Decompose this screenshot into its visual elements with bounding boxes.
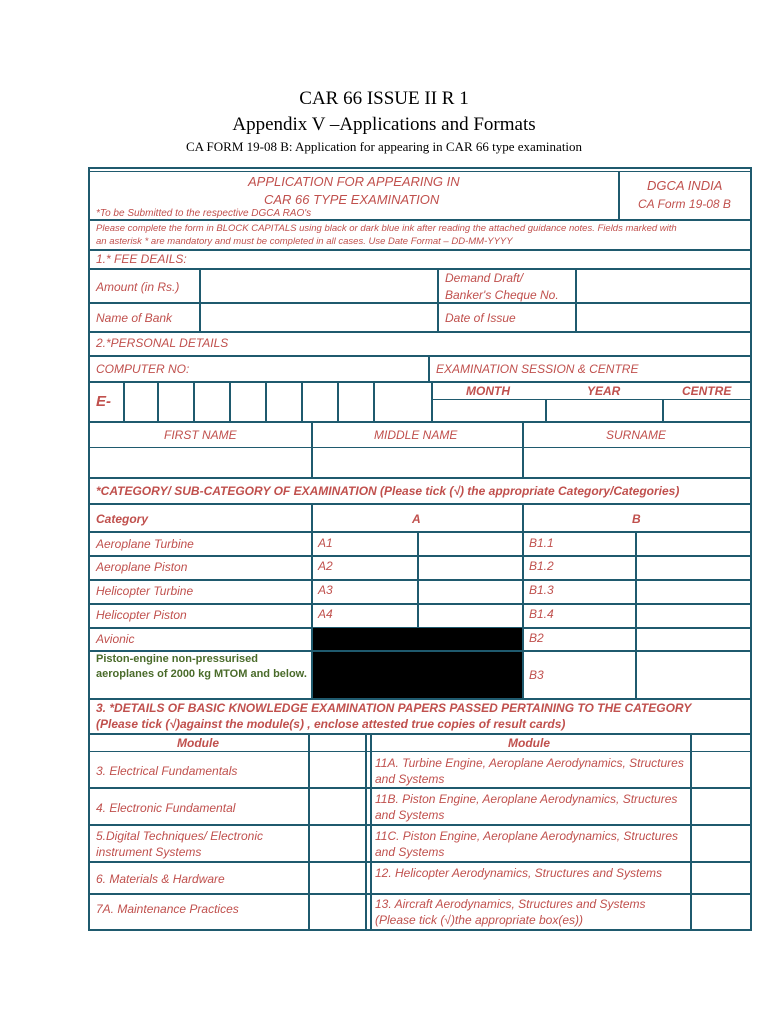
module-tick-box[interactable]: [692, 895, 750, 929]
fee-heading: 1.* FEE DEAILS:: [96, 252, 187, 266]
modules-heading-1: 3. *DETAILS OF BASIC KNOWLEDGE EXAMINATION PAPERS PASSED PERTAINING TO THE CATEGORY: [96, 701, 692, 715]
computer-no-digit-6[interactable]: [303, 383, 337, 421]
module-right-item: 12. Helicopter Aerodynamics, Structures and Systems: [375, 866, 663, 880]
blocked-cell: [313, 628, 522, 650]
category-row-name: Helicopter Turbine: [96, 584, 194, 598]
module-right-item: 11A. Turbine Engine, Aeroplane Aerodynamics, Structures and Systems: [375, 756, 684, 786]
demand-draft-label-1: Demand Draft/: [445, 271, 524, 285]
tick-box-b1-3[interactable]: [637, 581, 750, 603]
category-a-code: A1: [318, 536, 333, 550]
category-row-name: Aeroplane Turbine: [96, 537, 194, 551]
category-a-code: A4: [318, 607, 333, 621]
module-left-item: 5.Digital Techniques/ Electronic instrument Systems: [96, 829, 263, 859]
instructions-line2: an asterisk * are mandatory and must be completed in all cases. Use Date Format – DD-MM-YYYY: [96, 236, 513, 247]
module-tick-box[interactable]: [310, 789, 365, 824]
middle-name-label: MIDDLE NAME: [374, 428, 458, 442]
module-left-item: 6. Materials & Hardware: [96, 872, 225, 886]
tick-box-a1[interactable]: [419, 533, 522, 555]
first-name-field[interactable]: [90, 448, 311, 477]
category-row-name: Avionic: [96, 632, 135, 646]
module-tick-box[interactable]: [310, 863, 365, 893]
computer-no-digit-4[interactable]: [231, 383, 265, 421]
category-b-header: B: [632, 512, 641, 526]
category-b-code: B1.4: [529, 607, 554, 621]
date-of-issue-label: Date of Issue: [445, 311, 516, 325]
year-field[interactable]: [547, 401, 662, 421]
category-b-code: B2: [529, 631, 544, 645]
computer-no-digit-1[interactable]: [125, 383, 157, 421]
category-heading: *CATEGORY/ SUB-CATEGORY OF EXAMINATION (Please tick (√) the appropriate Category/Categories): [96, 484, 680, 498]
module-left-item: 3. Electrical Fundamentals: [96, 764, 238, 778]
computer-no-label: COMPUTER NO:: [96, 362, 190, 376]
submission-note: *To be Submitted to the respective DGCA RAO's: [96, 208, 312, 219]
module-right-item: 13. Aircraft Aerodynamics, Structures and Systems (Please tick (√)the appropriate box(es)): [375, 897, 646, 927]
category-b-code: B1.3: [529, 583, 554, 597]
tick-box-b3[interactable]: [637, 652, 750, 698]
module-right-item: 11B. Piston Engine, Aeroplane Aerodynamics, Structures and Systems: [375, 792, 678, 822]
module-left-item: 7A. Maintenance Practices: [96, 902, 239, 916]
module-tick-box[interactable]: [692, 789, 750, 824]
appendix-title: Appendix V –Applications and Formats: [232, 114, 536, 135]
month-label: MONTH: [466, 384, 510, 398]
computer-no-digit-3[interactable]: [195, 383, 229, 421]
demand-draft-label-2: Banker's Cheque No.: [445, 288, 559, 302]
form-number: CA Form 19-08 B: [638, 197, 731, 211]
tick-box-a3[interactable]: [419, 581, 522, 603]
centre-label: CENTRE: [682, 384, 732, 398]
doc-issue-line: CAR 66 ISSUE II R 1: [299, 88, 469, 109]
form-subtitle: CA FORM 19-08 B: Application for appearing in CAR 66 type examination: [185, 139, 583, 154]
blocked-cell: [313, 652, 522, 698]
year-label: YEAR: [587, 384, 621, 398]
category-a-code: A2: [318, 559, 333, 573]
middle-name-field[interactable]: [313, 448, 522, 477]
modules-heading-2: (Please tick (√)against the module(s) , enclose attested true copies of result cards): [96, 717, 566, 731]
surname-label: SURNAME: [606, 428, 667, 442]
org-name: DGCA INDIA: [647, 178, 723, 193]
personal-heading: 2.*PERSONAL DETAILS: [96, 336, 229, 350]
category-row-name: Piston-engine non-pressurised aeroplanes of 2000 kg MTOM and below.: [96, 653, 307, 680]
category-b-code: B3: [529, 668, 544, 682]
category-col-header: Category: [96, 512, 149, 526]
exam-session-label: EXAMINATION SESSION & CENTRE: [436, 362, 639, 376]
module-tick-box[interactable]: [692, 826, 750, 861]
module-right-item: 11C. Piston Engine, Aeroplane Aerodynamics, Structures and Systems: [375, 829, 679, 859]
tick-box-a2[interactable]: [419, 557, 522, 579]
module-left-item: 4. Electronic Fundamental: [96, 801, 236, 815]
module-tick-box[interactable]: [692, 753, 750, 787]
tick-box-b1-1[interactable]: [637, 533, 750, 555]
category-b-code: B1.2: [529, 559, 554, 573]
centre-field[interactable]: [664, 401, 750, 421]
instructions-line1: Please complete the form in BLOCK CAPITALS using black or dark blue ink after reading the attached guidance notes. Fields marked with: [96, 223, 677, 234]
module-tick-box[interactable]: [310, 753, 365, 787]
surname-field[interactable]: [524, 448, 750, 477]
tick-box-b1-2[interactable]: [637, 557, 750, 579]
form-title-line2: CAR 66 TYPE EXAMINATION: [264, 192, 440, 207]
bank-name-field[interactable]: [201, 304, 437, 331]
category-row-name: Aeroplane Piston: [96, 560, 188, 574]
category-b-code: B1.1: [529, 536, 554, 550]
module-tick-box[interactable]: [310, 895, 365, 929]
module-tick-box[interactable]: [310, 826, 365, 861]
month-field[interactable]: [433, 401, 545, 421]
computer-no-prefix: E-: [96, 393, 111, 410]
first-name-label: FIRST NAME: [164, 428, 237, 442]
form-title-line1: APPLICATION FOR APPEARING IN: [248, 174, 460, 189]
module-left-header: Module: [177, 736, 219, 750]
bank-name-label: Name of Bank: [96, 311, 173, 325]
tick-box-b2[interactable]: [637, 629, 750, 650]
amount-field[interactable]: [201, 270, 437, 302]
computer-no-digit-5[interactable]: [267, 383, 301, 421]
amount-label: Amount (in Rs.): [96, 280, 180, 294]
demand-draft-field[interactable]: [577, 270, 750, 302]
computer-no-digit-7[interactable]: [339, 383, 373, 421]
tick-box-a4[interactable]: [419, 605, 522, 627]
computer-no-digit-2[interactable]: [159, 383, 193, 421]
date-of-issue-field[interactable]: [577, 304, 750, 331]
computer-no-digit-8[interactable]: [375, 383, 431, 421]
category-row-name: Helicopter Piston: [96, 608, 187, 622]
module-tick-box[interactable]: [692, 863, 750, 893]
module-right-header: Module: [508, 736, 550, 750]
category-a-code: A3: [318, 583, 333, 597]
category-a-header: A: [412, 512, 421, 526]
tick-box-b1-4[interactable]: [637, 605, 750, 627]
